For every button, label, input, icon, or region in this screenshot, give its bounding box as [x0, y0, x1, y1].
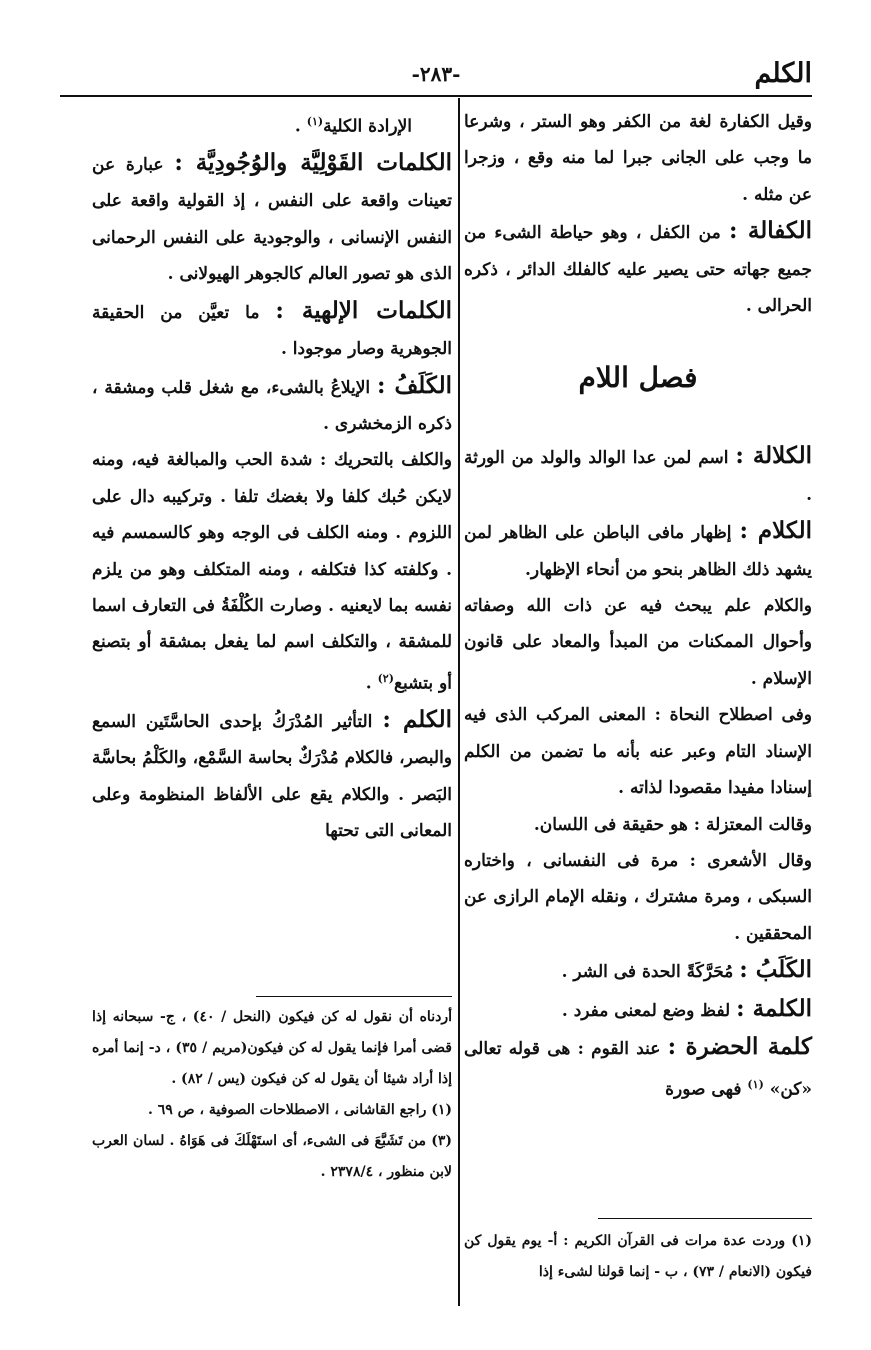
kalala-entry	[464, 438, 812, 513]
kalam-paragraph-3: وفى اصطلاح النحاة : المعنى المركب الذى فيه الإسناد التام وعبر عنه بأنه ما تضمن من الكلم إسنادا مفيدا مقصودا لذاته .	[464, 705, 812, 799]
kalimat-ilahiyya-entry	[92, 293, 452, 368]
kalima-entry	[464, 991, 812, 1029]
footnote-marker: (١)	[747, 1078, 764, 1092]
kalaf-entry	[92, 368, 452, 443]
kalm-entry	[92, 702, 452, 850]
section-title: فصل اللام	[578, 361, 698, 395]
page-number: -٢٨٣-	[411, 62, 461, 86]
page-header	[60, 52, 812, 92]
kalima-term: الكلمة :	[736, 994, 812, 1022]
kalam-paragraph-5: وقال الأشعرى : مرة فى النفسانى ، واختاره السبكى ، ومرة مشترك ، ونقله الإمام الرازى عن المحققين .	[464, 850, 812, 944]
kalimat-qawliyya-entry	[92, 145, 452, 293]
kafala-entry	[464, 213, 812, 324]
kalam-paragraph-2: والكلام علم يبحث فيه عن ذات الله وصفاته وأحوال الممكنات من المبدأ والمعاد على قانون الإسلام .	[464, 596, 812, 689]
kafala-definition: من الكفل ، وهو حياطة الشىء من جميع جهاته حتى يصير عليه كالفلك الدائر ، ذكره الحرالى .	[464, 223, 812, 317]
left-column	[92, 104, 452, 849]
kaffara-paragraph: وقيل الكفارة لغة من الكفر وهو الستر ، وشرعا ما وجب على الجانى جبرا لما منه وقع ، وزجرا عن مثله .	[464, 112, 812, 205]
kalaf-term: الكَلَفُ :	[377, 371, 452, 399]
kalimat-ilahiyya-term: الكلمات الإلهية :	[275, 296, 452, 324]
kafala-term: الكفالة :	[729, 217, 812, 245]
running-head-entry: الكلم	[754, 58, 812, 89]
kalam-definition: إظهار مافى الباطن على الظاهر لمن يشهد ذلك الظاهر بنحو من أنحاء الإظهار.	[464, 523, 812, 580]
footnote-rule-left	[256, 996, 452, 997]
kalaf-paragraph-2-end: .	[365, 673, 378, 694]
header-rule	[60, 95, 812, 97]
kalimat-qawliyya-definition: عبارة عن تعينات واقعة على النفس ، إذ القولية واقعة على النفس الإنسانى ، والوجودية على النفس الرحمانى الذى هو تصور العالم كالجوهر الهيولانى .	[92, 155, 452, 285]
kalab-entry	[464, 952, 812, 990]
irada-end: .	[294, 116, 307, 137]
footnote-continuation: أردناه أن نقول له كن فيكون (النحل / ٤٠) ، ج- سبحانه إذا قضى أمرا فإنما يقول له كن فيكون(مريم / ٣٥) ، د- إنما أمره إذا أراد شيئا أن يقول له كن فيكون (يس / ٨٢) .	[92, 1009, 452, 1087]
right-footnotes	[464, 1226, 812, 1288]
hadra-term: كلمة الحضرة :	[667, 1032, 812, 1060]
kalala-definition: اسم لمن عدا الوالد والولد من الورثة .	[464, 448, 812, 505]
footnote-marker: (٢)	[377, 671, 394, 685]
footnote-rule-right	[598, 1218, 812, 1219]
footnote-marker: (١)	[306, 115, 324, 128]
kalm-term: الكلم :	[382, 705, 452, 733]
kalimat-qawliyya-term: الكلمات القَوْلِيَّة والوُجُودِيَّة :	[174, 149, 453, 177]
kalaf-definition: الإيلاعُ بالشىء، مع شغل قلب ومشقة ، ذكره الزمخشرى .	[92, 377, 452, 434]
kalab-term: الكَلَبُ :	[739, 956, 812, 984]
kalaf-paragraph-2-text: والكلف بالتحريك : شدة الحب والمبالغة فيه، ومنه لايكن حُبك كلفا ولا بغضك تلفا . وتركيبه دال على اللزوم . ومنه الكلف فى الوجه وهو كالسمسم فيه . وكلفته كذا فتكلفه ، ومنه المتكلف وهو من يلزم نفسه بما لايعنيه . وصارت الكُلْفَةُ فى التعارف اسما للمشقة ، والتكلف اسم لما يفعل بمشقة أو بتصنع أو بتشبع	[92, 450, 452, 694]
right-column	[464, 104, 812, 1108]
kalab-definition: مُحَرَّكَةً الحدة فى الشر .	[561, 962, 734, 983]
kalala-term: الكلالة :	[735, 442, 812, 470]
kalm-definition: التأثير المُدْرَكُ بإحدى الحاسَّتَين السمع والبصر، فالكلام مُدْرَكٌ بحاسة السَّمْع، والكَلْمُ بحاسَّة البَصر . والكلام يقع على الألفاظ المنظومة وعلى المعانى التى تحتها	[92, 711, 452, 842]
irada-text: الإرادة الكلية	[323, 116, 412, 137]
column-divider	[458, 98, 460, 1306]
kalimat-ilahiyya-definition: ما تعيَّن من الحقيقة الجوهرية وصار موجودا .	[92, 302, 452, 360]
footnote-1-right: (١) وردت عدة مرات فى القرآن الكريم : أ- يوم يقول كن فيكون (الانعام / ٧٣) ، ب - إنما قولنا لشىء إذا	[464, 1233, 812, 1280]
irada-line	[92, 104, 452, 145]
kalam-paragraph-4: وقالت المعتزلة : هو حقيقة فى اللسان.	[533, 814, 812, 835]
hadra-entry	[464, 1029, 812, 1108]
footnote-2-left: (٣) من تَشَبَّعَ فى الشىء، أى استَهْلَكَ فى هَوَاهُ . لسان العرب لابن منظور ، ٢٣٧٨/٤ .	[92, 1133, 452, 1180]
kalaf-paragraph-2	[92, 442, 452, 702]
hadra-definition: عند القوم : هى قوله تعالى «كن»	[464, 1038, 812, 1100]
hadra-definition-end: فهى صورة	[665, 1080, 742, 1100]
kalam-entry	[464, 513, 812, 588]
footnote-1-left: (١) راجع القاشانى ، الاصطلاحات الصوفية ، ص ٦٩ .	[147, 1102, 452, 1118]
kalima-definition: لفظ وضع لمعنى مفرد .	[561, 1000, 731, 1021]
left-footnotes	[92, 1002, 452, 1188]
kalam-term: الكلام :	[739, 517, 812, 545]
